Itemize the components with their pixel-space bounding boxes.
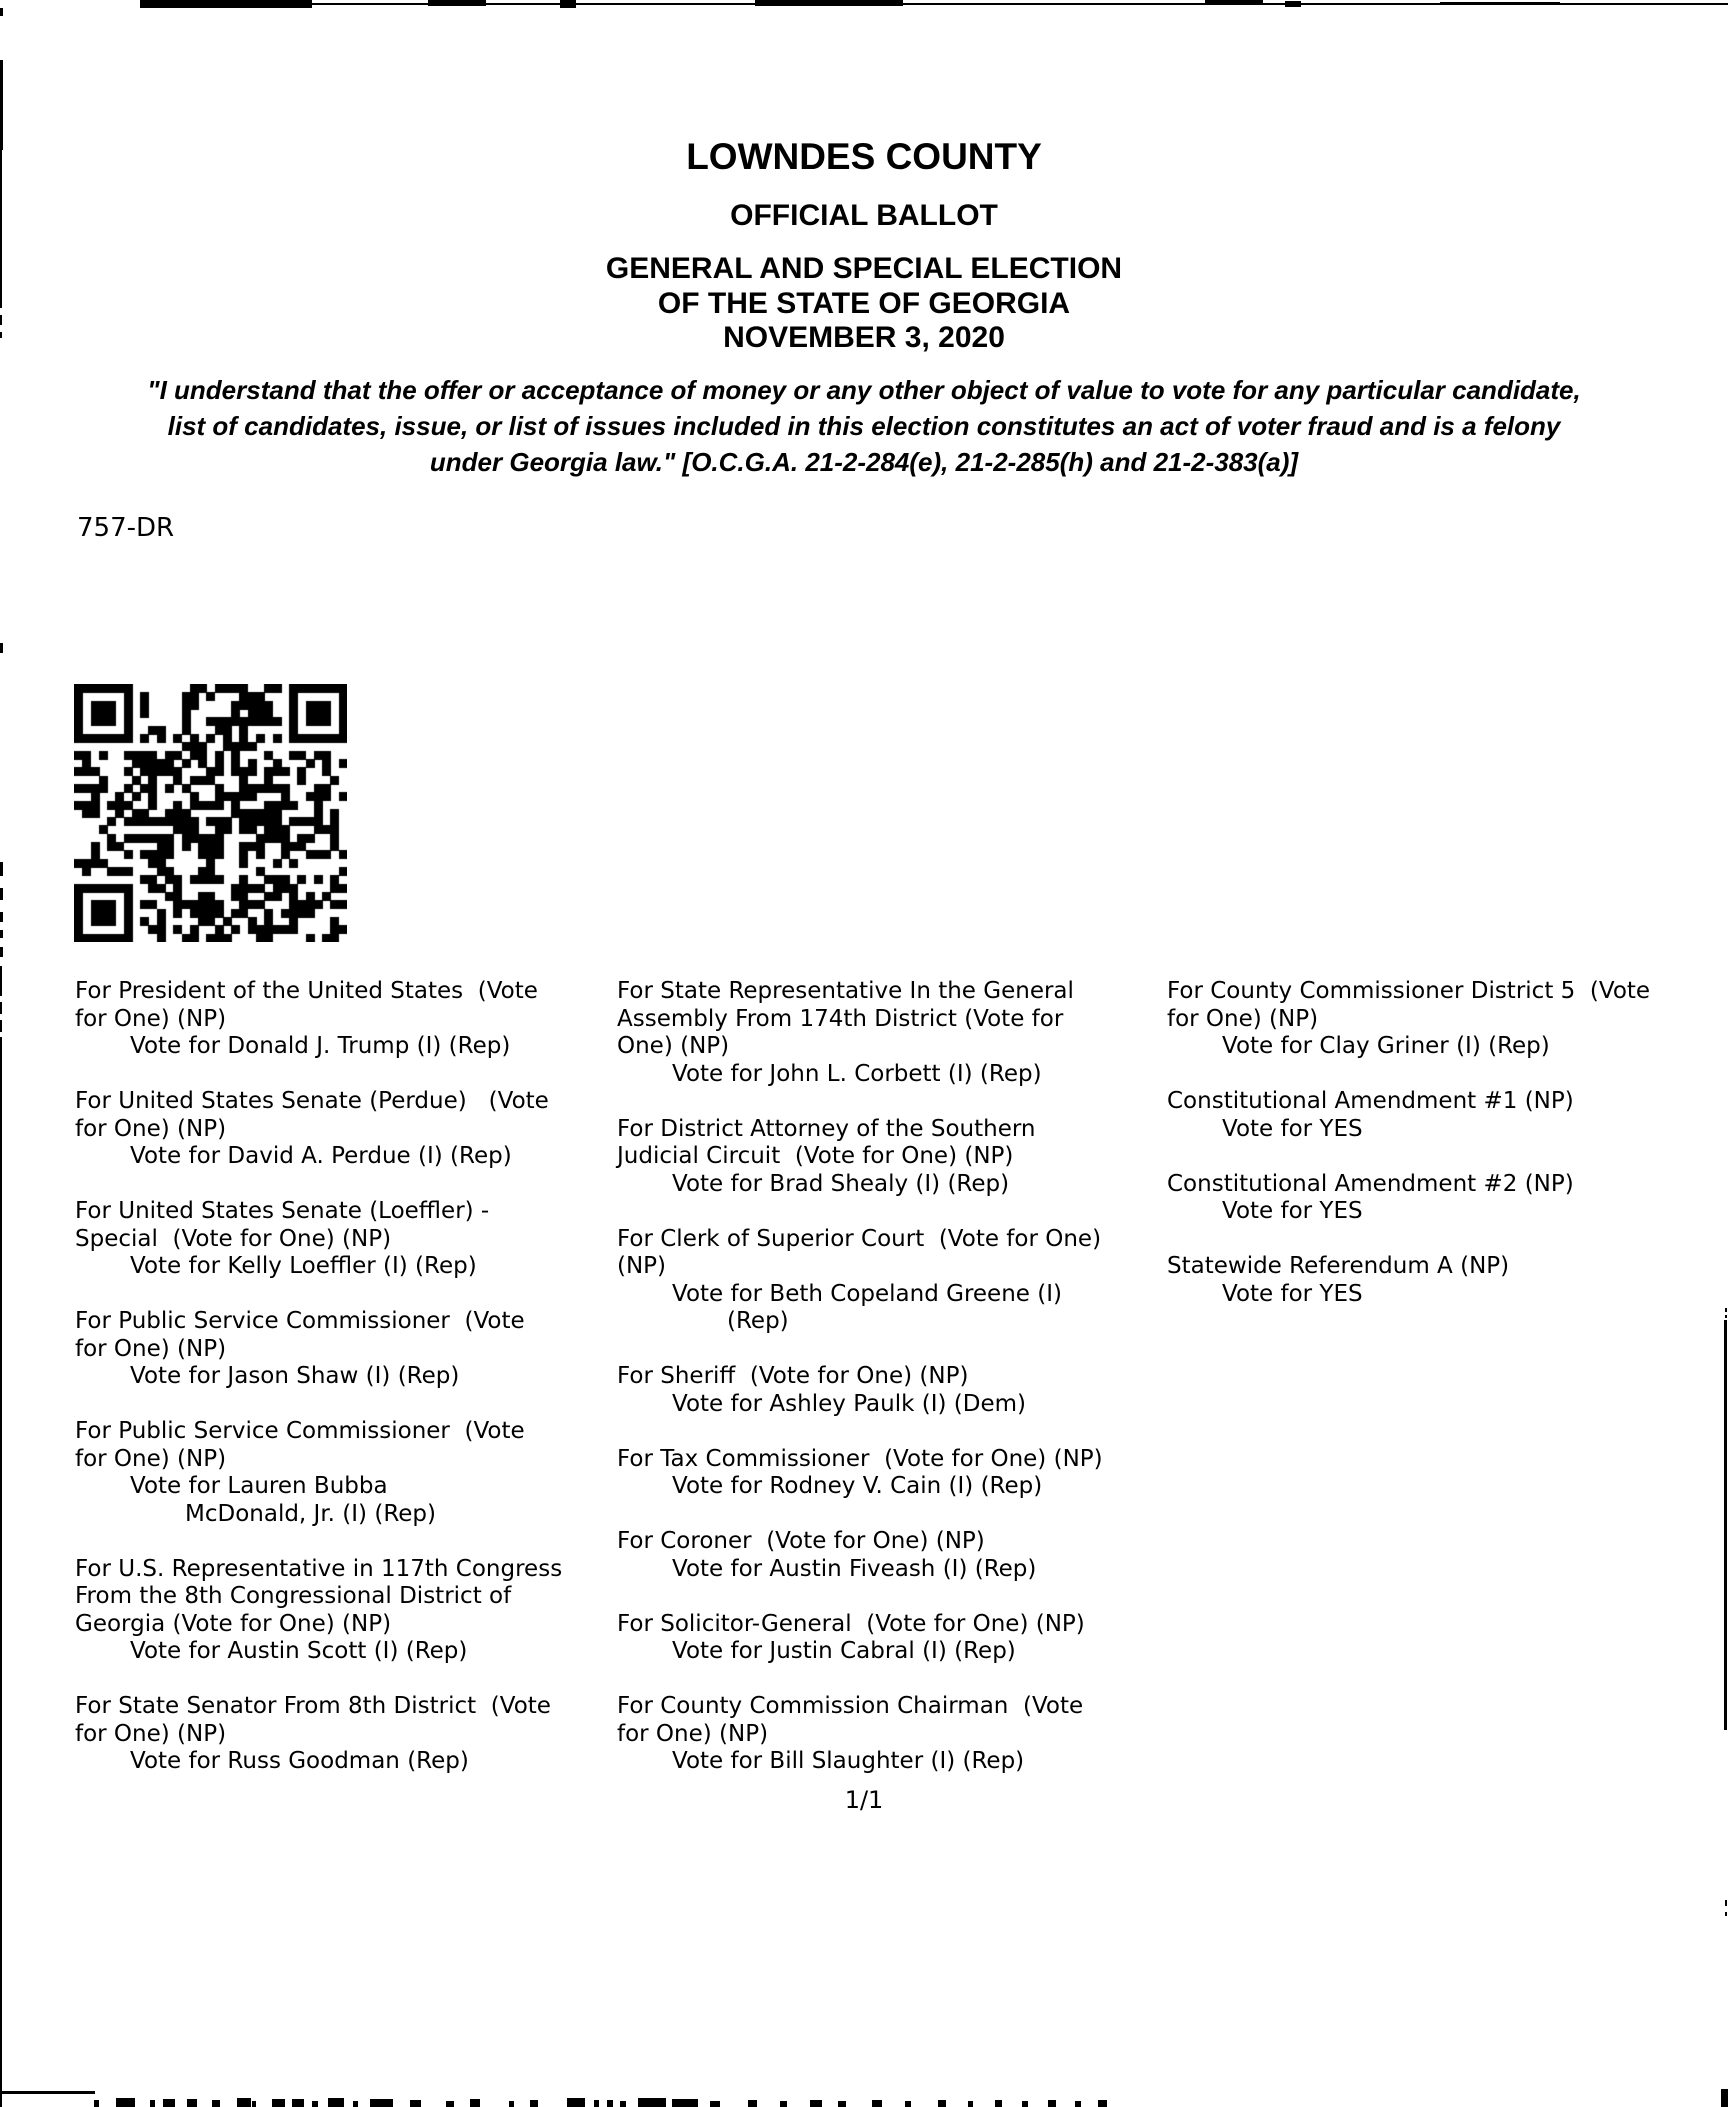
contest-line: Vote for YES (1222, 1115, 1363, 1142)
contest-line: for One) (NP) (617, 1720, 769, 1747)
contest-line: Vote for Beth Copeland Greene (I) (672, 1280, 1062, 1307)
contest-line: Vote for Lauren Bubba (130, 1473, 388, 1499)
contest-line: Vote for Brad Shealy (I) (Rep) (672, 1170, 1010, 1197)
contest-line: For State Senator From 8th District (Vote (75, 1693, 551, 1719)
scan-artifact-mark (1725, 1912, 1727, 1916)
contest-line: for One) (NP) (1167, 1005, 1319, 1032)
contest-line: Judicial Circuit (Vote for One) (NP) (617, 1143, 1014, 1169)
contest-line: For Sheriff (Vote for One) (NP) (617, 1363, 969, 1389)
disclaimer-line: under Georgia law." [O.C.G.A. 21-2-284(e), 21-2-285(h) and 21-2-383(a)] (429, 447, 1299, 477)
scan-artifact-mark (187, 2099, 197, 2107)
scan-artifact-mark (1285, 1, 1301, 7)
scan-artifact-mark (353, 2101, 358, 2107)
scan-artifact-mark (252, 2101, 256, 2107)
scan-artifact-mark (672, 2099, 698, 2107)
contest-line: Vote for Rodney V. Cain (I) (Rep) (672, 1473, 1043, 1499)
scan-artifact-mark (0, 888, 3, 900)
scan-artifact-mark (1725, 1315, 1727, 1318)
scan-artifact-mark (0, 315, 2, 325)
contest-block (617, 1693, 1165, 1776)
contest-block (75, 1418, 620, 1528)
contest-line: Vote for Justin Cabral (I) (Rep) (672, 1638, 1016, 1664)
scan-artifact-mark (94, 2100, 99, 2107)
contest-line: For United States Senate (Perdue) (Vote (75, 1088, 549, 1114)
contest-block (617, 1116, 1165, 1199)
disclaimer-line: "I understand that the offer or acceptance of money or any other object of value to vote for any particular candidate, (147, 375, 1581, 405)
contest-line: Georgia (Vote for One) (NP) (75, 1610, 392, 1637)
contest-line: For Coroner (Vote for One) (NP) (617, 1528, 985, 1554)
scan-artifact-mark (748, 2100, 757, 2107)
scan-artifact-mark (509, 2101, 514, 2107)
scan-artifact-mark (1098, 2100, 1107, 2107)
disclaimer-line: list of candidates, issue, or list of issues included in this election constitutes an act of voter fraud and is a felony (167, 411, 1561, 441)
scan-artifact-mark (530, 2100, 538, 2107)
contest-block (617, 1611, 1165, 1666)
scan-artifact-mark (0, 912, 3, 922)
contest-block (617, 1226, 1165, 1336)
contest-line: For Solicitor-General (Vote for One) (NP) (617, 1610, 1085, 1637)
contest-line: Vote for Austin Fiveash (I) (Rep) (672, 1555, 1037, 1582)
contest-line: for One) (NP) (75, 1720, 227, 1747)
contest-line: Vote for Bill Slaughter (I) (Rep) (672, 1748, 1025, 1774)
contest-line: One) (NP) (617, 1033, 730, 1059)
contest-line: Statewide Referendum A (NP) (1167, 1253, 1510, 1279)
scan-artifact-mark (470, 2099, 480, 2107)
contest-column-3 (1167, 978, 1728, 1336)
contest-line: For State Representative In the General (617, 978, 1074, 1004)
contest-block (75, 978, 620, 1061)
contest-block (617, 1528, 1165, 1583)
contest-block (75, 1308, 620, 1391)
scan-artifact-mark (0, 8, 3, 16)
contest-line: for One) (NP) (75, 1445, 227, 1472)
contest-line: For County Commissioner District 5 (Vote (1167, 978, 1651, 1004)
scan-artifact-mark (755, 0, 903, 6)
contest-line: For Tax Commissioner (Vote for One) (NP) (617, 1445, 1103, 1472)
contest-line: Vote for Clay Griner (I) (Rep) (1222, 1033, 1550, 1059)
contest-line: Assembly From 174th District (Vote for (617, 1005, 1064, 1032)
county-title: LOWNDES COUNTY (686, 136, 1042, 177)
contest-line: For United States Senate (Loeffler) - (75, 1198, 490, 1224)
scan-artifact-mark (212, 2100, 220, 2107)
scan-artifact-mark (638, 2098, 666, 2107)
qr-code (74, 684, 347, 942)
contest-block (75, 1693, 620, 1776)
scan-artifact-mark (938, 2100, 946, 2107)
scan-artifact-mark (428, 0, 486, 6)
scan-artifact-mark (237, 2098, 251, 2107)
scan-artifact-mark (620, 2101, 626, 2107)
scan-artifact-mark (0, 862, 3, 876)
scan-artifact-mark (968, 2101, 973, 2107)
contest-line: For U.S. Representative in 117th Congress (75, 1555, 563, 1582)
scan-artifact-mark (150, 2100, 155, 2107)
scan-artifact-mark (0, 1020, 2, 1032)
contest-line: For Public Service Commissioner (Vote (75, 1308, 525, 1334)
contest-line: Constitutional Amendment #1 (NP) (1167, 1088, 1574, 1114)
scan-artifact-mark (1048, 2100, 1056, 2107)
contest-block (617, 1363, 1165, 1418)
contest-line: (Rep) (727, 1308, 789, 1334)
contest-line: Vote for Ashley Paulk (I) (Dem) (672, 1390, 1026, 1417)
scan-artifact-mark (163, 2099, 175, 2107)
contest-block (617, 1446, 1165, 1501)
contest-column-1 (75, 978, 620, 1803)
scan-artifact-mark (312, 2101, 318, 2107)
contest-block (1167, 1253, 1728, 1308)
page-number: 1/1 (844, 1786, 884, 1814)
scan-artifact-mark (410, 2100, 421, 2107)
scan-artifact-mark (995, 2100, 1002, 2107)
election-date: NOVEMBER 3, 2020 (723, 321, 1005, 354)
contest-line: For President of the United States (Vote (75, 978, 538, 1004)
contest-block (1167, 1088, 1728, 1143)
scan-artifact-mark (272, 2099, 285, 2107)
contest-line: From the 8th Congressional District of (75, 1583, 512, 1609)
contest-line: Vote for YES (1222, 1198, 1363, 1224)
scan-artifact-mark (446, 2101, 454, 2107)
scan-artifact-mark (0, 1002, 2, 1014)
scan-artifact-mark (0, 60, 3, 150)
voter-fraud-disclaimer (0, 372, 1728, 480)
contest-line: for One) (NP) (75, 1335, 227, 1362)
scan-artifact-mark (140, 0, 312, 8)
scan-artifact-mark (1724, 1320, 1727, 1730)
scan-artifact-mark (116, 2098, 135, 2107)
election-title-line2: OF THE STATE OF GEORGIA (657, 287, 1071, 320)
scan-artifact-mark (1022, 2101, 1028, 2107)
scan-artifact-mark (567, 2098, 585, 2107)
scan-artifact-mark (0, 930, 3, 938)
scan-artifact-mark (780, 2101, 787, 2107)
scan-artifact-mark (872, 2100, 882, 2107)
contest-block (75, 1198, 620, 1281)
contest-line: McDonald, Jr. (I) (Rep) (185, 1500, 436, 1527)
scan-artifact-mark (1440, 2, 1560, 5)
contest-line: Vote for John L. Corbett (I) (Rep) (672, 1060, 1042, 1087)
contest-line: Vote for YES (1222, 1280, 1363, 1307)
election-title-line1: GENERAL AND SPECIAL ELECTION (605, 252, 1123, 285)
contest-column-2 (617, 978, 1165, 1803)
contest-block (617, 978, 1165, 1088)
scan-artifact-mark (328, 2098, 344, 2107)
contest-line: Vote for David A. Perdue (I) (Rep) (130, 1143, 512, 1169)
contest-line: Vote for Russ Goodman (Rep) (130, 1748, 469, 1774)
contest-line: Special (Vote for One) (NP) (75, 1225, 392, 1252)
scan-artifact-mark (0, 150, 2, 308)
scan-artifact-mark (0, 643, 3, 653)
ballot-style-code: 757-DR (77, 513, 175, 543)
official-ballot-title: OFFICIAL BALLOT (730, 199, 998, 232)
scan-artifact-mark (0, 966, 2, 996)
contest-line: (NP) (617, 1253, 667, 1279)
contest-block (75, 1088, 620, 1171)
scan-artifact-mark (0, 1037, 2, 2107)
scan-artifact-mark (1725, 1900, 1727, 1906)
contest-line: For District Attorney of the Southern (617, 1115, 1036, 1142)
contest-line: Vote for Kelly Loeffler (I) (Rep) (130, 1253, 477, 1279)
scan-artifact-mark (292, 2099, 304, 2107)
contest-line: for One) (NP) (75, 1115, 227, 1142)
contest-line: Constitutional Amendment #2 (NP) (1167, 1170, 1574, 1197)
contest-line: For Public Service Commissioner (Vote (75, 1418, 525, 1444)
contest-block (1167, 978, 1728, 1061)
contest-line: Vote for Jason Shaw (I) (Rep) (130, 1363, 460, 1389)
contest-line: Vote for Donald J. Trump (I) (Rep) (130, 1033, 511, 1059)
scan-artifact-mark (594, 2100, 599, 2107)
scan-artifact-mark (810, 2100, 822, 2107)
scan-artifact-mark (838, 2101, 846, 2107)
contest-line: Vote for Austin Scott (I) (Rep) (130, 1638, 468, 1664)
scan-artifact-mark (0, 332, 2, 338)
scan-artifact-mark (1205, 0, 1263, 5)
scan-artifact-mark (607, 2100, 613, 2107)
scan-artifact-mark (0, 2091, 95, 2094)
scan-artifact-mark (1075, 2101, 1081, 2107)
scan-artifact-mark (1721, 2089, 1728, 2107)
contest-line: for One) (NP) (75, 1005, 227, 1032)
contest-line: For Clerk of Superior Court (Vote for One) (617, 1225, 1102, 1252)
scan-artifact-mark (370, 2099, 393, 2107)
contest-block (1167, 1171, 1728, 1226)
contest-line: For County Commission Chairman (Vote (617, 1693, 1084, 1719)
scan-artifact-mark (710, 2101, 720, 2107)
scan-artifact-mark (1725, 1308, 1727, 1312)
scan-artifact-mark (905, 2101, 911, 2107)
contest-block (75, 1556, 620, 1666)
scan-artifact-mark (0, 947, 3, 957)
scan-artifact-mark (560, 0, 576, 8)
